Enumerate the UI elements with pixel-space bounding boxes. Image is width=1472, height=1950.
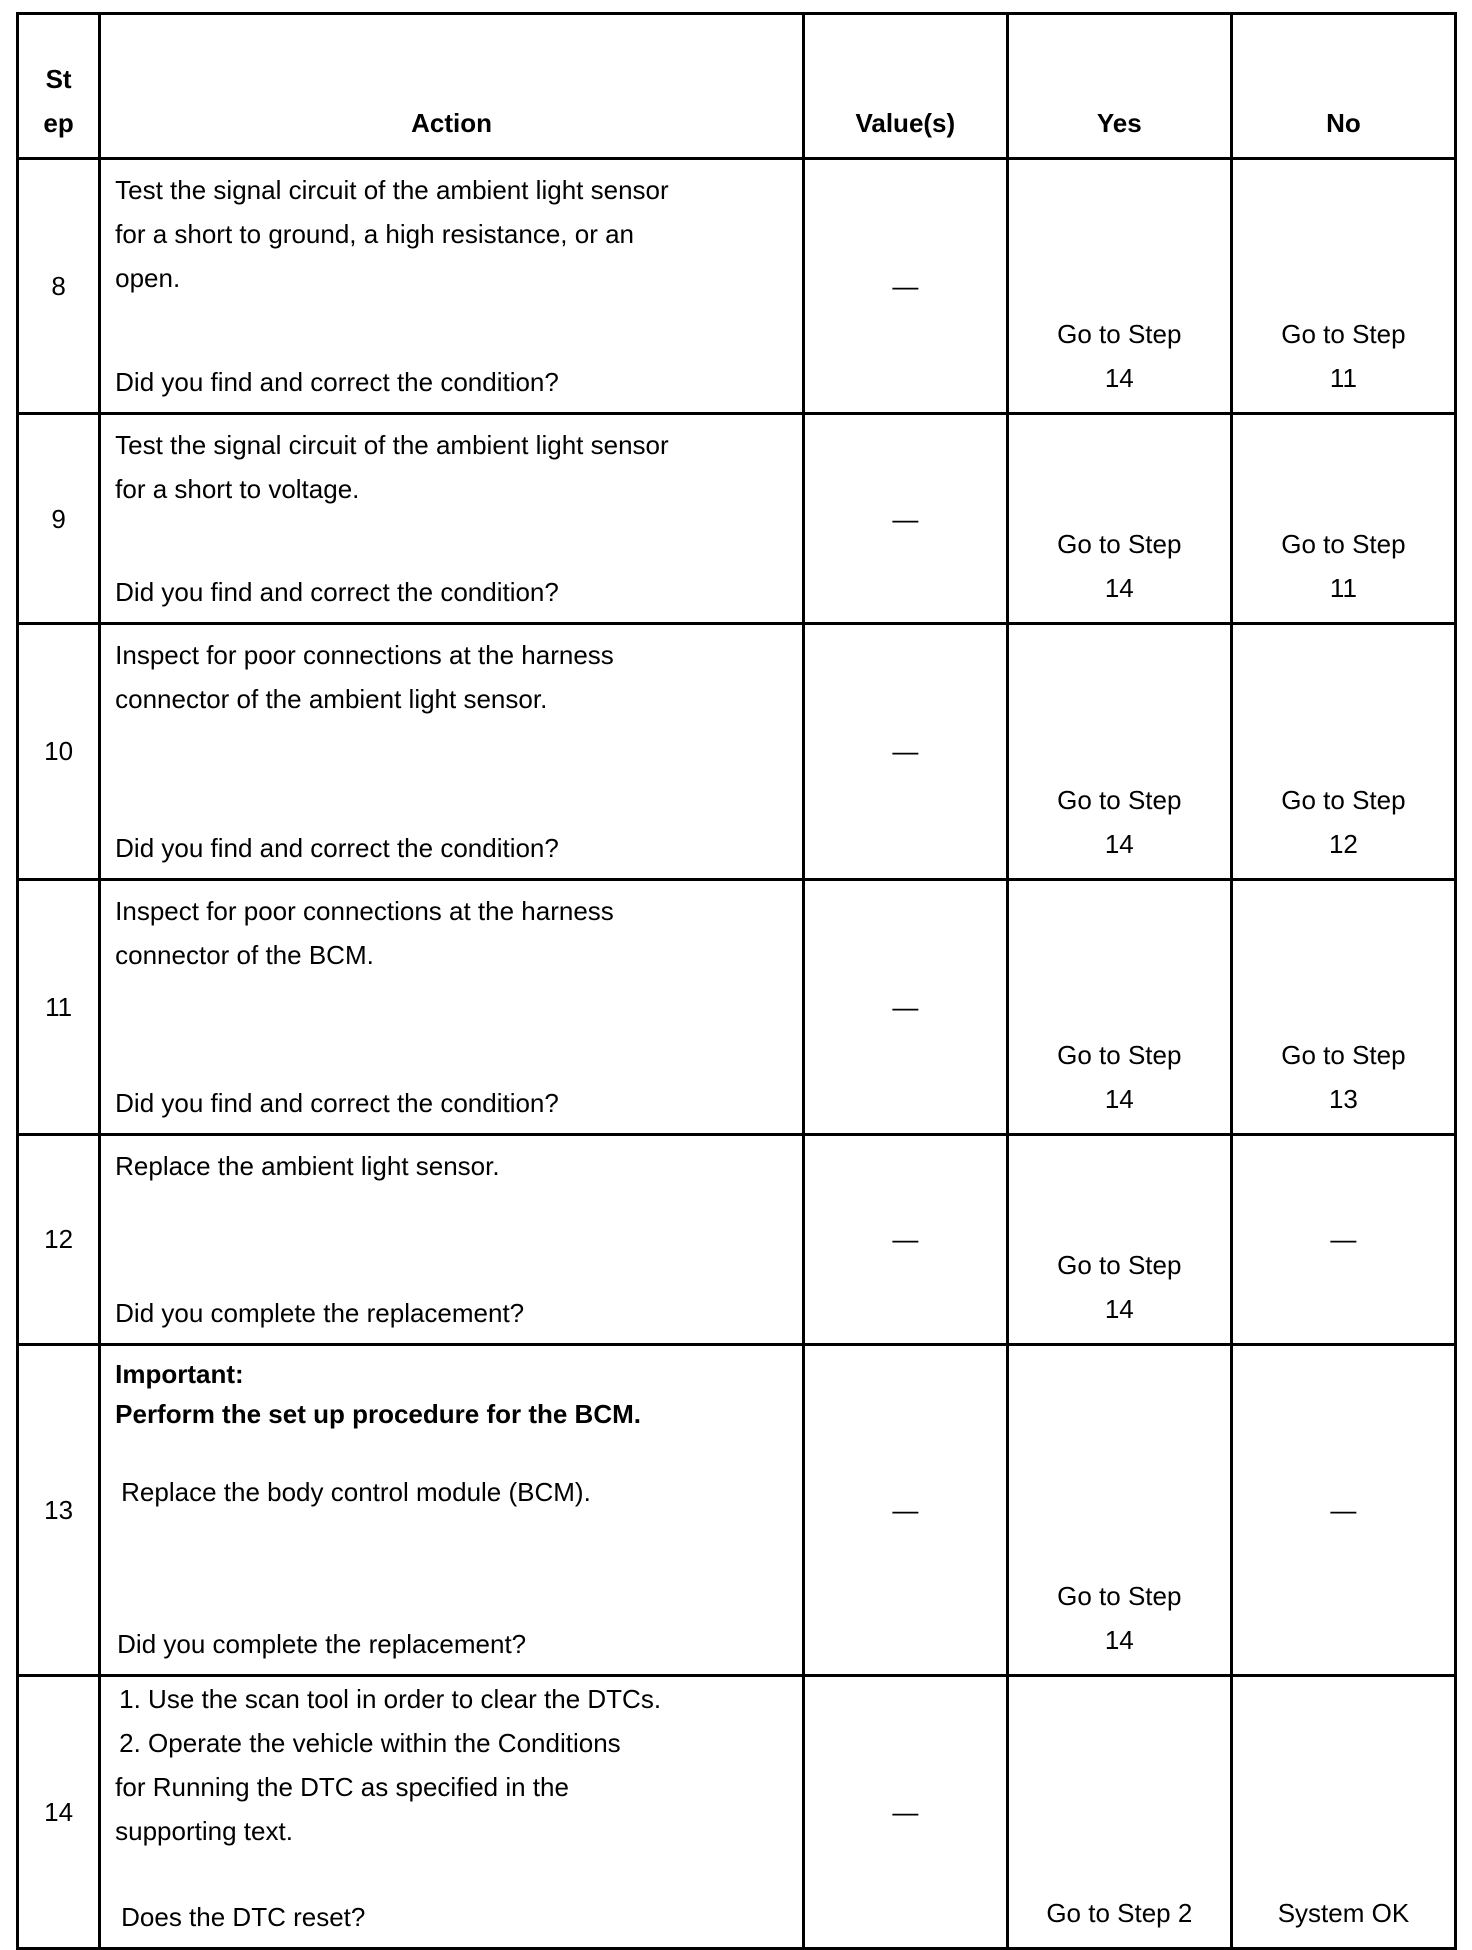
action-cell [100, 1345, 804, 1676]
action-line: Inspect for poor connections at the harness [115, 895, 614, 926]
action-line: 2. Operate the vehicle within the Conditions [119, 1727, 621, 1758]
step-number: 8 [18, 158, 100, 413]
header-values: Value(s) [803, 14, 1007, 159]
value-cell: — [803, 1675, 1007, 1948]
yes-cell: Go to Step 14 [1007, 414, 1231, 624]
value-cell: — [803, 158, 1007, 413]
action-cell [100, 1675, 804, 1948]
action-line: Replace the ambient light sensor. [115, 1150, 500, 1181]
action-line: 1. Use the scan tool in order to clear the DTCs. [119, 1683, 662, 1714]
header-yes: Yes [1007, 14, 1231, 159]
action-line: for Running the DTC as specified in the [115, 1771, 569, 1802]
no-cell: Go to Step 12 [1231, 624, 1455, 879]
table-row [18, 879, 1456, 1134]
no-cell: — [1231, 1345, 1455, 1676]
action-cell [100, 158, 804, 413]
header-row [18, 14, 1456, 159]
yes-cell: Go to Step 14 [1007, 1345, 1231, 1676]
yes-cell: Go to Step 2 [1007, 1675, 1231, 1948]
no-cell: Go to Step 11 [1231, 158, 1455, 413]
action-line: Inspect for poor connections at the harness [115, 640, 614, 671]
table-row [18, 158, 1456, 413]
value-cell: — [803, 1134, 1007, 1344]
yes-cell: Go to Step 14 [1007, 879, 1231, 1134]
header-action: Action [100, 14, 804, 159]
value-cell: — [803, 414, 1007, 624]
table-row [18, 624, 1456, 879]
action-cell [100, 879, 804, 1134]
value-cell: — [803, 1345, 1007, 1676]
step-number: 13 [18, 1345, 100, 1676]
action-question: Did you find and correct the condition? [115, 1087, 559, 1118]
action-line: connector of the BCM. [115, 939, 374, 970]
step-number: 12 [18, 1134, 100, 1344]
important-text: Perform the set up procedure for the BCM. [115, 1399, 641, 1430]
yes-cell: Go to Step 14 [1007, 1134, 1231, 1344]
yes-cell: Go to Step 14 [1007, 158, 1231, 413]
diagnostic-table [16, 12, 1457, 1950]
header-step: St ep [18, 14, 100, 159]
no-cell: Go to Step 11 [1231, 414, 1455, 624]
action-cell [100, 624, 804, 879]
header-no: No [1231, 14, 1455, 159]
table-row [18, 1345, 1456, 1676]
no-cell: — [1231, 1134, 1455, 1344]
no-cell: System OK [1231, 1675, 1455, 1948]
action-line: for a short to voltage. [115, 474, 360, 505]
action-question: Did you find and correct the condition? [115, 832, 559, 863]
action-question: Did you complete the replacement? [117, 1628, 527, 1659]
table-row [18, 1134, 1456, 1344]
action-cell [100, 1134, 804, 1344]
action-line: for a short to ground, a high resistance, or an [115, 218, 634, 249]
no-cell: Go to Step 13 [1231, 879, 1455, 1134]
action-cell [100, 414, 804, 624]
action-line: Test the signal circuit of the ambient light sensor [115, 174, 669, 205]
action-line: Replace the body control module (BCM). [121, 1477, 591, 1508]
step-number: 14 [18, 1675, 100, 1948]
action-question: Did you complete the replacement? [115, 1298, 525, 1329]
value-cell: — [803, 624, 1007, 879]
action-line: Test the signal circuit of the ambient light sensor [115, 430, 669, 461]
action-question: Does the DTC reset? [121, 1902, 366, 1932]
action-line: connector of the ambient light sensor. [115, 684, 548, 715]
yes-cell: Go to Step 14 [1007, 624, 1231, 879]
important-label: Important: [115, 1359, 244, 1390]
action-question: Did you find and correct the condition? [115, 367, 559, 398]
step-number: 11 [18, 879, 100, 1134]
action-line: supporting text. [115, 1815, 293, 1846]
table-row [18, 1675, 1456, 1948]
step-number: 9 [18, 414, 100, 624]
action-question: Did you find and correct the condition? [115, 577, 559, 608]
step-number: 10 [18, 624, 100, 879]
value-cell: — [803, 879, 1007, 1134]
action-line: open. [115, 262, 181, 293]
table-row [18, 414, 1456, 624]
